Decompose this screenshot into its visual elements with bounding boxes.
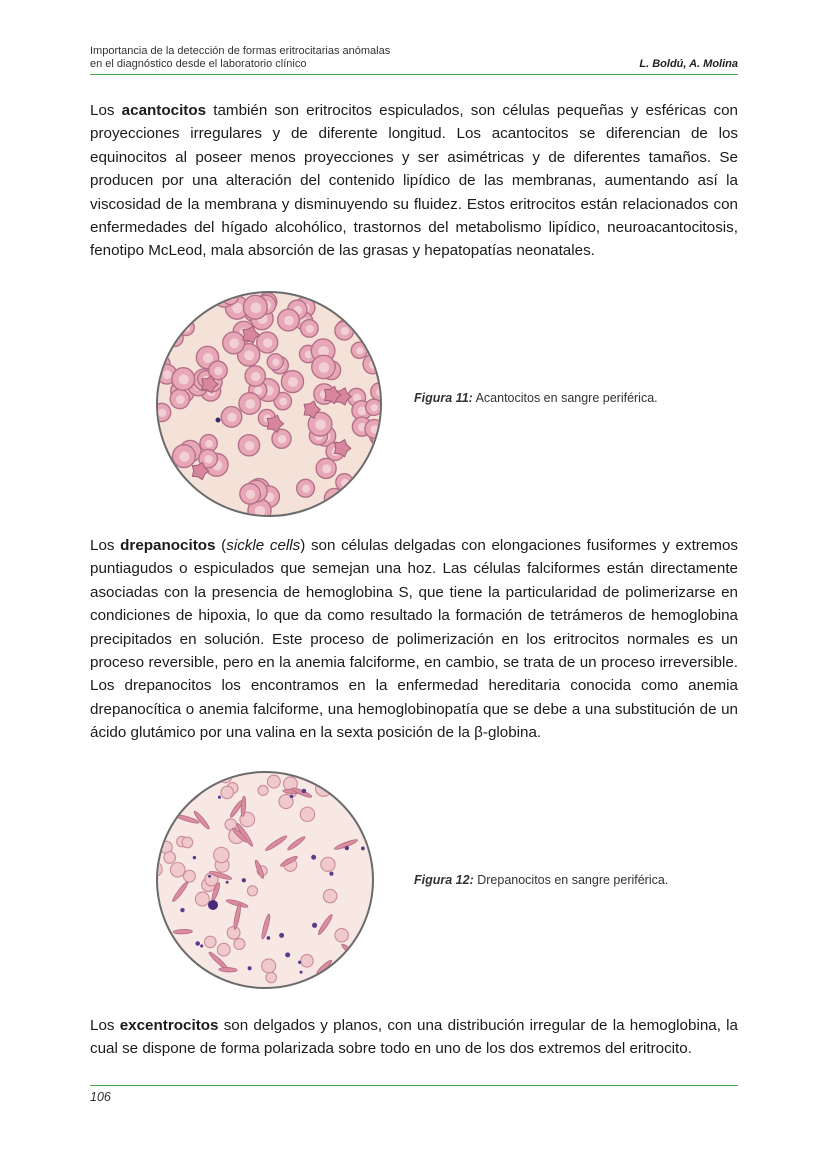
platelet-dot — [279, 933, 284, 938]
paragraph-drepanocitos: Los drepanocitos (sickle cells) son células delgadas con elongaciones fusiformes y extremos puntiagudos o espiculados que semejan una hoz. Las células falciformes están directamente asociadas con la presencia de hemoglobina S, que tiene la particularidad de polimerizarse en condiciones de hipoxia, lo que da como resultado la formación de tetrámeros de hemoglobina precipitados en solución. Este proceso de polimerización en los eritrocitos normales es un proceso reversible, pero en la anemia falciforme, en cambio, se trata de un proceso irreversible. Los drepanocitos los encontramos en la enfermedad hereditaria conocida como anemia drepanocítica o anemia falciforme, una hemoglobinopatía que se debe a una substitución de un ácido glutámico por una valina en la sexta posición de la β-globina. — [90, 537, 738, 742]
acanthocyte-cell — [257, 332, 278, 353]
figure-12-image — [155, 770, 375, 990]
platelet-dot — [285, 952, 290, 957]
platelet-dot — [329, 872, 333, 876]
acanthocyte-cell — [351, 304, 370, 323]
erythrocyte-cell — [301, 955, 313, 967]
leukocyte-nucleus — [208, 900, 218, 910]
platelet-dot — [200, 944, 203, 947]
erythrocyte-cell — [300, 807, 314, 821]
platelet-dot — [166, 941, 169, 944]
header-title-line1: Importancia de la detección de formas eritrocitarias anómalas — [90, 45, 391, 57]
acanthocyte-cell — [163, 480, 184, 501]
acanthocyte-cell — [243, 295, 267, 319]
erythrocyte-cell — [321, 857, 335, 871]
acanthocyte-cell — [348, 497, 367, 516]
acanthocyte-cell — [366, 399, 382, 415]
acanthocyte-cell — [239, 393, 261, 415]
paragraph-acantocitos: Los acantocitos también son eritrocitos espiculados, son células pequeñas y esféricas con proyecciones irregulares y de diferente longitud. Los acantocitos se diferencian de los equinocitos al poseer menos proyecciones y ser asimétricas y de diferentes tamaños. Se producen por una alteración del contenido lipídico de las membranas, aumentando así la viscosidad de la membrana y disminuyendo su fluidez. Estos eritrocitos están relacionados con enfermedades del hígado alcohólico, trastornos del metabolismo lipídico, neuroacantocitosis, fenotipo McLeod, mala absorción de las grasas y hepatopatías neonatales. — [90, 102, 738, 260]
erythrocyte-cell — [262, 959, 276, 973]
erythrocyte-cell — [170, 862, 185, 877]
acanthocyte-cell — [164, 290, 184, 305]
acanthocyte-cell — [335, 321, 354, 340]
erythrocyte-cell — [217, 943, 230, 956]
figure-11-text: Acantocitos en sangre periférica. — [472, 391, 658, 405]
acanthocyte-cell — [172, 484, 193, 505]
platelet-dot — [283, 770, 286, 772]
acanthocyte-cell — [165, 297, 182, 314]
acanthocyte-cell — [240, 484, 261, 505]
erythrocyte-cell — [214, 847, 229, 862]
figure-11-label: Figura 11: — [414, 391, 473, 405]
acanthocyte-cell — [181, 489, 202, 510]
erythrocyte-cell — [363, 942, 375, 956]
erythrocyte-cell — [247, 886, 257, 896]
erythrocyte-cell — [205, 936, 217, 948]
erythrocyte-cell — [350, 770, 362, 780]
erythrocyte-cell — [155, 947, 164, 963]
erythrocyte-cell — [266, 972, 277, 983]
figure-11-caption — [414, 391, 658, 405]
header-authors: L. Boldú, A. Molina — [639, 58, 738, 70]
figure-12-caption — [414, 873, 668, 887]
platelet-dot — [179, 954, 184, 959]
sickle-cell — [338, 780, 353, 800]
platelet-dot — [267, 936, 271, 940]
erythrocyte-cell — [221, 786, 233, 798]
platelet-dot — [312, 923, 317, 928]
erythrocyte-cell — [267, 775, 280, 788]
paragraph-excentrocitos: Los excentrocitos son delgados y planos, con una distribución irregular de la hemoglobina, la cual se dispone de forma polarizada sobre todo en uno de los dos extremos del eritrocito. — [90, 1017, 738, 1058]
platelet-dot — [298, 961, 301, 964]
erythrocyte-cell — [164, 852, 176, 864]
erythrocyte-cell — [339, 787, 352, 800]
erythrocyte-cell — [195, 892, 209, 906]
platelet-dot — [186, 982, 189, 985]
figure-11-image — [155, 290, 383, 518]
acanthocyte-cell — [297, 479, 315, 497]
footer-rule — [90, 1085, 738, 1086]
platelet-dot — [226, 881, 229, 884]
erythrocyte-cell — [335, 929, 348, 942]
acanthocyte-cell — [172, 368, 195, 391]
term-excentrocitos: excentrocitos — [119, 1017, 219, 1034]
acanthocyte-cell — [312, 355, 335, 378]
figure-12-text: Drepanocitos en sangre periférica. — [473, 873, 669, 887]
erythrocyte-cell — [182, 837, 193, 848]
erythrocyte-cell — [258, 785, 268, 795]
sickle-cell — [173, 929, 192, 934]
acanthocyte-cell — [170, 389, 189, 408]
acanthocyte-cell — [316, 458, 336, 478]
platelet-dot — [195, 941, 200, 946]
page-number: 106 — [90, 1090, 111, 1104]
acanthocyte-cell — [238, 435, 259, 456]
header-rule — [90, 74, 738, 75]
acanthocyte-cell — [272, 429, 291, 448]
acanthocyte-cell — [223, 332, 245, 354]
platelet-dot — [155, 789, 158, 793]
platelet-dot — [216, 418, 221, 423]
platelet-dot — [290, 795, 294, 799]
erythrocyte-cell — [323, 889, 337, 903]
term-drepanocitos: drepanocitos — [120, 537, 216, 554]
acanthocyte-cell — [301, 320, 319, 338]
platelet-dot — [248, 966, 252, 970]
sickle-cell — [170, 956, 182, 977]
platelet-dot — [180, 908, 184, 912]
platelet-dot — [345, 846, 349, 850]
term-sickle-cells: sickle cells — [226, 537, 301, 554]
acanthocyte-cell — [155, 453, 167, 473]
acanthocyte-cell — [164, 492, 182, 510]
acanthocyte-cell — [245, 366, 265, 386]
erythrocyte-cell — [234, 938, 245, 949]
platelet-dot — [242, 878, 246, 882]
acanthocyte-cell — [278, 309, 300, 331]
erythrocyte-cell — [361, 957, 372, 968]
running-header — [90, 45, 738, 71]
acanthocyte-cell — [155, 492, 178, 516]
erythrocyte-cell — [305, 770, 316, 779]
acanthocyte-cell — [267, 354, 283, 370]
erythrocyte-cell — [184, 870, 196, 882]
platelet-dot — [300, 971, 303, 974]
platelet-dot — [185, 968, 189, 972]
acanthocyte-cell — [173, 445, 196, 468]
header-title-line2: en el diagnóstico desde el laboratorio clínico — [90, 58, 307, 70]
acanthocyte-cell — [281, 371, 303, 393]
platelet-dot — [193, 856, 196, 859]
platelet-dot — [208, 875, 211, 878]
erythrocyte-cell — [325, 969, 336, 980]
acanthocyte-cell — [364, 490, 383, 513]
platelet-dot — [218, 796, 221, 799]
platelet-dot — [302, 789, 307, 794]
platelet-dot — [361, 847, 365, 851]
figure-12-label: Figura 12: — [414, 873, 474, 887]
platelet-dot — [368, 985, 371, 988]
acanthocyte-cell — [361, 463, 380, 482]
platelet-dot — [301, 770, 304, 772]
acanthocyte-cell — [221, 407, 242, 428]
platelet-dot — [311, 855, 316, 860]
term-acantocitos: acantocitos — [121, 102, 207, 119]
